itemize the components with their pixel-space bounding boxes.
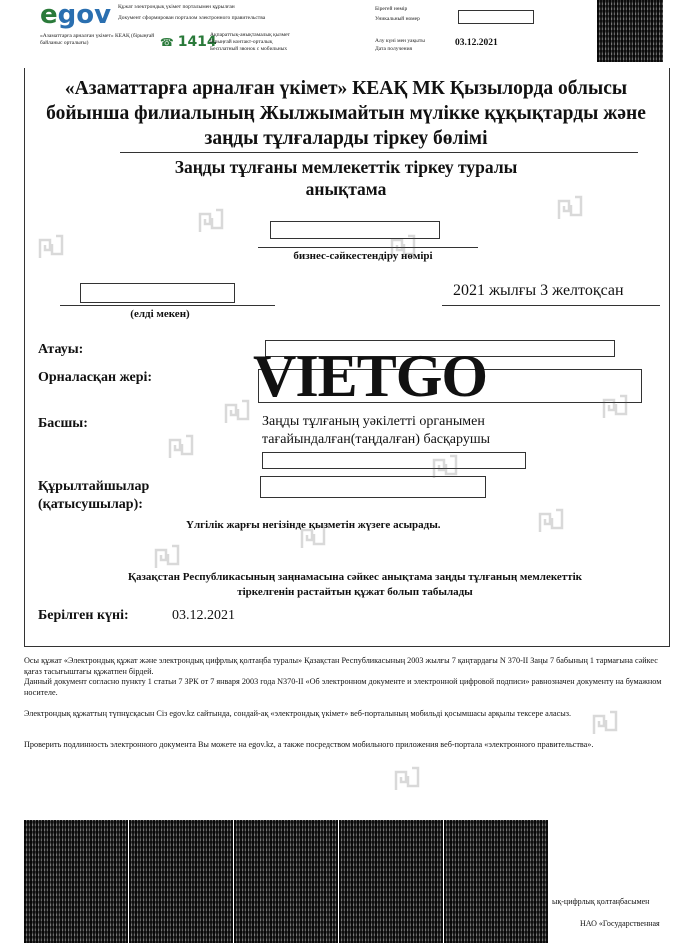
right-label-unique: Бірегей нөмір <box>375 6 408 12</box>
qr-code-4 <box>339 820 443 943</box>
place-caption: (елді мекен) <box>130 308 190 320</box>
legal-line1: Қазақстан Республикасының заңнамасына сәйкес анықтама заңды тұлғаның мемлекеттік <box>128 571 582 583</box>
ornament-icon <box>196 206 226 236</box>
title-underline <box>120 152 638 153</box>
header-date: 03.12.2021 <box>455 38 498 48</box>
qr-code-top <box>597 0 663 62</box>
logo-gov: gov <box>57 0 112 30</box>
header-line2: Документ сформирован порталом электронного правительства <box>118 15 266 21</box>
subtitle-line1: Заңды тұлғаны мемлекеттік тіркеу туралы <box>174 157 518 177</box>
ornament-icon <box>298 522 328 552</box>
egov-logo <box>40 0 111 30</box>
phone-number: 1414 <box>177 34 217 50</box>
redacted-place <box>80 283 235 303</box>
redacted-unique-number <box>458 10 534 24</box>
bin-caption: бизнес-сәйкестендіру нөмірі <box>293 250 433 262</box>
phone-icon: ☎ <box>160 37 174 49</box>
redacted-head-name <box>262 452 526 469</box>
document-date: 2021 жылғы 3 желтоқсан <box>453 282 624 299</box>
footer-paragraph-1: Осы құжат «Электрондық құжат және электрондық цифрлық қолтаңба туралы» Қазақстан Республикасының 2003 жылғы 7 қаңтардағы N 370-II Заңы 7 бабының 1 тармағына сәйкес қағаз тасығыштағы құжатпен бірдей. <box>24 656 658 676</box>
place-underline <box>60 305 275 306</box>
vietgo-watermark: VIETGO <box>253 343 488 409</box>
signature-text-1: ық-цифрлық қолтаңбасымен <box>552 897 650 906</box>
issued-date: 03.12.2021 <box>172 608 235 623</box>
date-underline <box>442 305 660 306</box>
founders-label-line2: (қатысушылар): <box>38 497 143 512</box>
head-value-line2: тағайындалған(таңдалған) басқарушы <box>262 432 491 447</box>
name-label: Атауы: <box>38 342 84 357</box>
location-label: Орналасқан жері: <box>38 370 153 385</box>
header-mid-small3: Бесплатный звонок с мобильных <box>210 46 288 52</box>
ornament-icon <box>152 542 182 572</box>
qr-code-3 <box>234 820 338 943</box>
header-left-small: «Азаматтарға арналған үкімет» КЕАҚ (бірыңғай байланыс орталығы) <box>40 33 155 46</box>
bin-underline <box>258 247 478 248</box>
subtitle-line2: анықтама <box>305 179 387 199</box>
legal-line2: тіркелгенін растайтын құжат болып табылады <box>237 586 473 598</box>
ornament-icon <box>555 193 585 223</box>
phone-block <box>160 33 217 51</box>
footer-paragraph-2: Данный документ согласно пункту 1 статьи 7 ЗРК от 7 января 2003 года N370-II «Об электронном документе и электронной цифровой подписи» равнозначен документу на бумажном носителе. <box>24 677 662 697</box>
ornament-icon <box>536 506 566 536</box>
right-label-date: Алу күні мен уақыты <box>375 38 425 44</box>
ornament-icon <box>388 232 418 262</box>
ornament-icon <box>36 232 66 262</box>
ornament-icon <box>222 397 252 427</box>
head-label: Басшы: <box>38 416 88 431</box>
head-value-line1: Заңды тұлғаның уәкілетті органымен <box>262 414 485 429</box>
ornament-icon <box>166 432 196 462</box>
header-mid-small1: Ақпараттық-анықтамалық қызмет <box>210 32 290 38</box>
qr-code-2 <box>129 820 233 943</box>
footer-paragraph-3: Электрондық құжаттың түпнұсқасын Сіз egov.kz сайтында, сондай-ақ «электрондық үкімет» веб-порталының мобильді қосымшасы арқылы тексере аласыз. <box>24 709 572 718</box>
ornament-icon <box>430 452 460 482</box>
logo-e: e <box>40 0 58 30</box>
right-label-date-ru: Дата получения <box>375 46 413 52</box>
legal-statement <box>30 570 680 600</box>
signature-text-2: НАО «Государственная <box>580 919 660 928</box>
ornament-icon <box>600 392 630 422</box>
header-line1: Құжат электрондық үкімет порталымен құрылған <box>118 4 235 10</box>
issued-label: Берілген күні: <box>38 608 129 623</box>
ornament-icon <box>392 764 422 794</box>
header-mid-small2: Бірыңғай контакт-орталық <box>210 39 273 45</box>
right-label-unique-ru: Уникальный номер <box>375 16 420 22</box>
charter-text: Үлгілік жарғы негізінде қызметін жүзеге асырады. <box>186 519 441 531</box>
qr-code-5 <box>444 820 548 943</box>
founders-label-line1: Құрылтайшылар <box>38 479 150 494</box>
footer-paragraph-4: Проверить подлинность электронного документа Вы можете на egov.kz, а также посредством мобильного приложения веб-портала «электронного правительства». <box>24 740 594 749</box>
document-title: «Азаматтарға арналған үкімет» КЕАҚ МК Қызылорда облысы бойынша филиалының Жылжымайтын мүлікке құқықтарды және заңды тұлғаларды тіркеу бөлімі <box>46 78 646 149</box>
qr-code-1 <box>24 820 128 943</box>
